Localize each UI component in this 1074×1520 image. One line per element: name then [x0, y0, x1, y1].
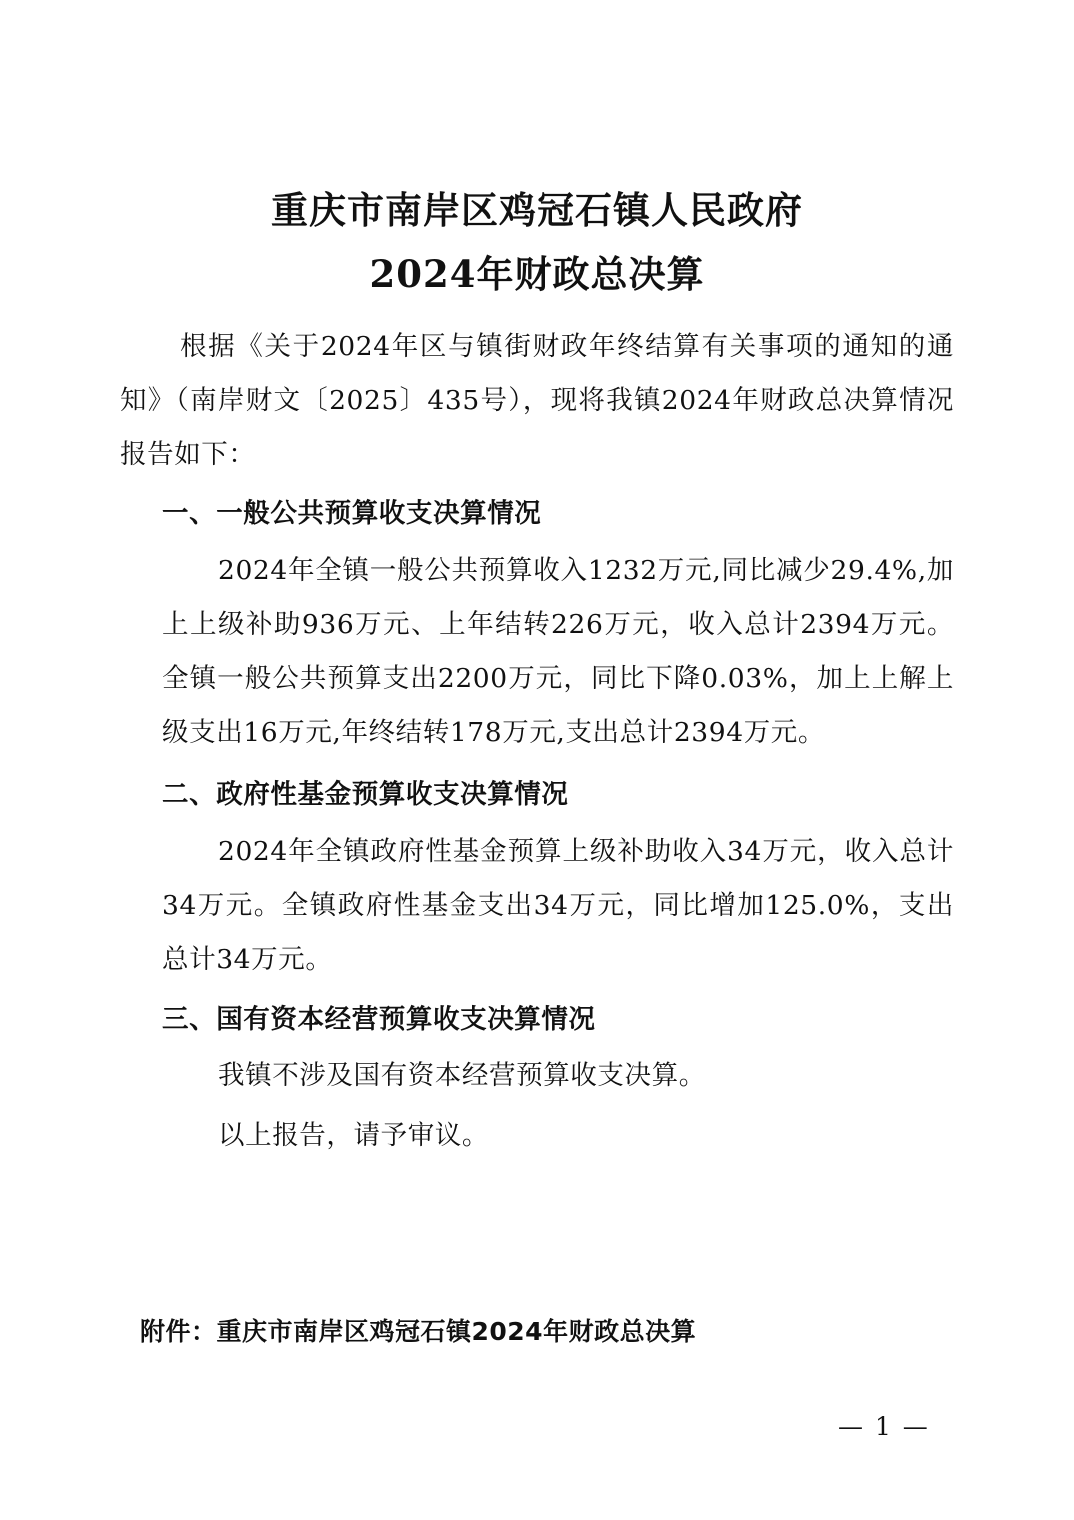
attachment-line: 附件：重庆市南岸区鸡冠石镇2024年财政总决算 [140, 1317, 697, 1346]
closing-line: 以上报告，请予审议。 [218, 1120, 489, 1151]
document-title-line2: 2024年财政总决算 [369, 252, 705, 296]
intro-paragraph: 根据《关于2024年区与镇街财政年终结算有关事项的通知的通知》（南岸财文〔2025〕435号），现将我镇2024年财政总决算情况报告如下： [120, 331, 954, 470]
document-title-line1: 重庆市南岸区鸡冠石镇人民政府 [271, 188, 803, 232]
section-body-general-budget: 2024年全镇一般公共预算收入1232万元,同比减少29.4%,加上上级补助936万元、上年结转226万元，收入总计2394万元。全镇一般公共预算支出2200万元，同比下降0.03%，加上上解上级支出16万元,年终结转178万元,支出总计2394万元。 [162, 555, 954, 748]
section-heading-government-fund: 二、政府性基金预算收支决算情况 [162, 779, 569, 810]
section-heading-state-capital: 三、国有资本经营预算收支决算情况 [162, 1004, 596, 1035]
page-number: — 1 — [838, 1412, 930, 1441]
section-body-state-capital: 我镇不涉及国有资本经营预算收支决算。 [218, 1060, 706, 1091]
section-body-government-fund: 2024年全镇政府性基金预算上级补助收入34万元，收入总计34万元。全镇政府性基金支出34万元，同比增加125.0%，支出总计34万元。 [162, 836, 954, 975]
section-heading-general-budget: 一、一般公共预算收支决算情况 [162, 498, 542, 529]
